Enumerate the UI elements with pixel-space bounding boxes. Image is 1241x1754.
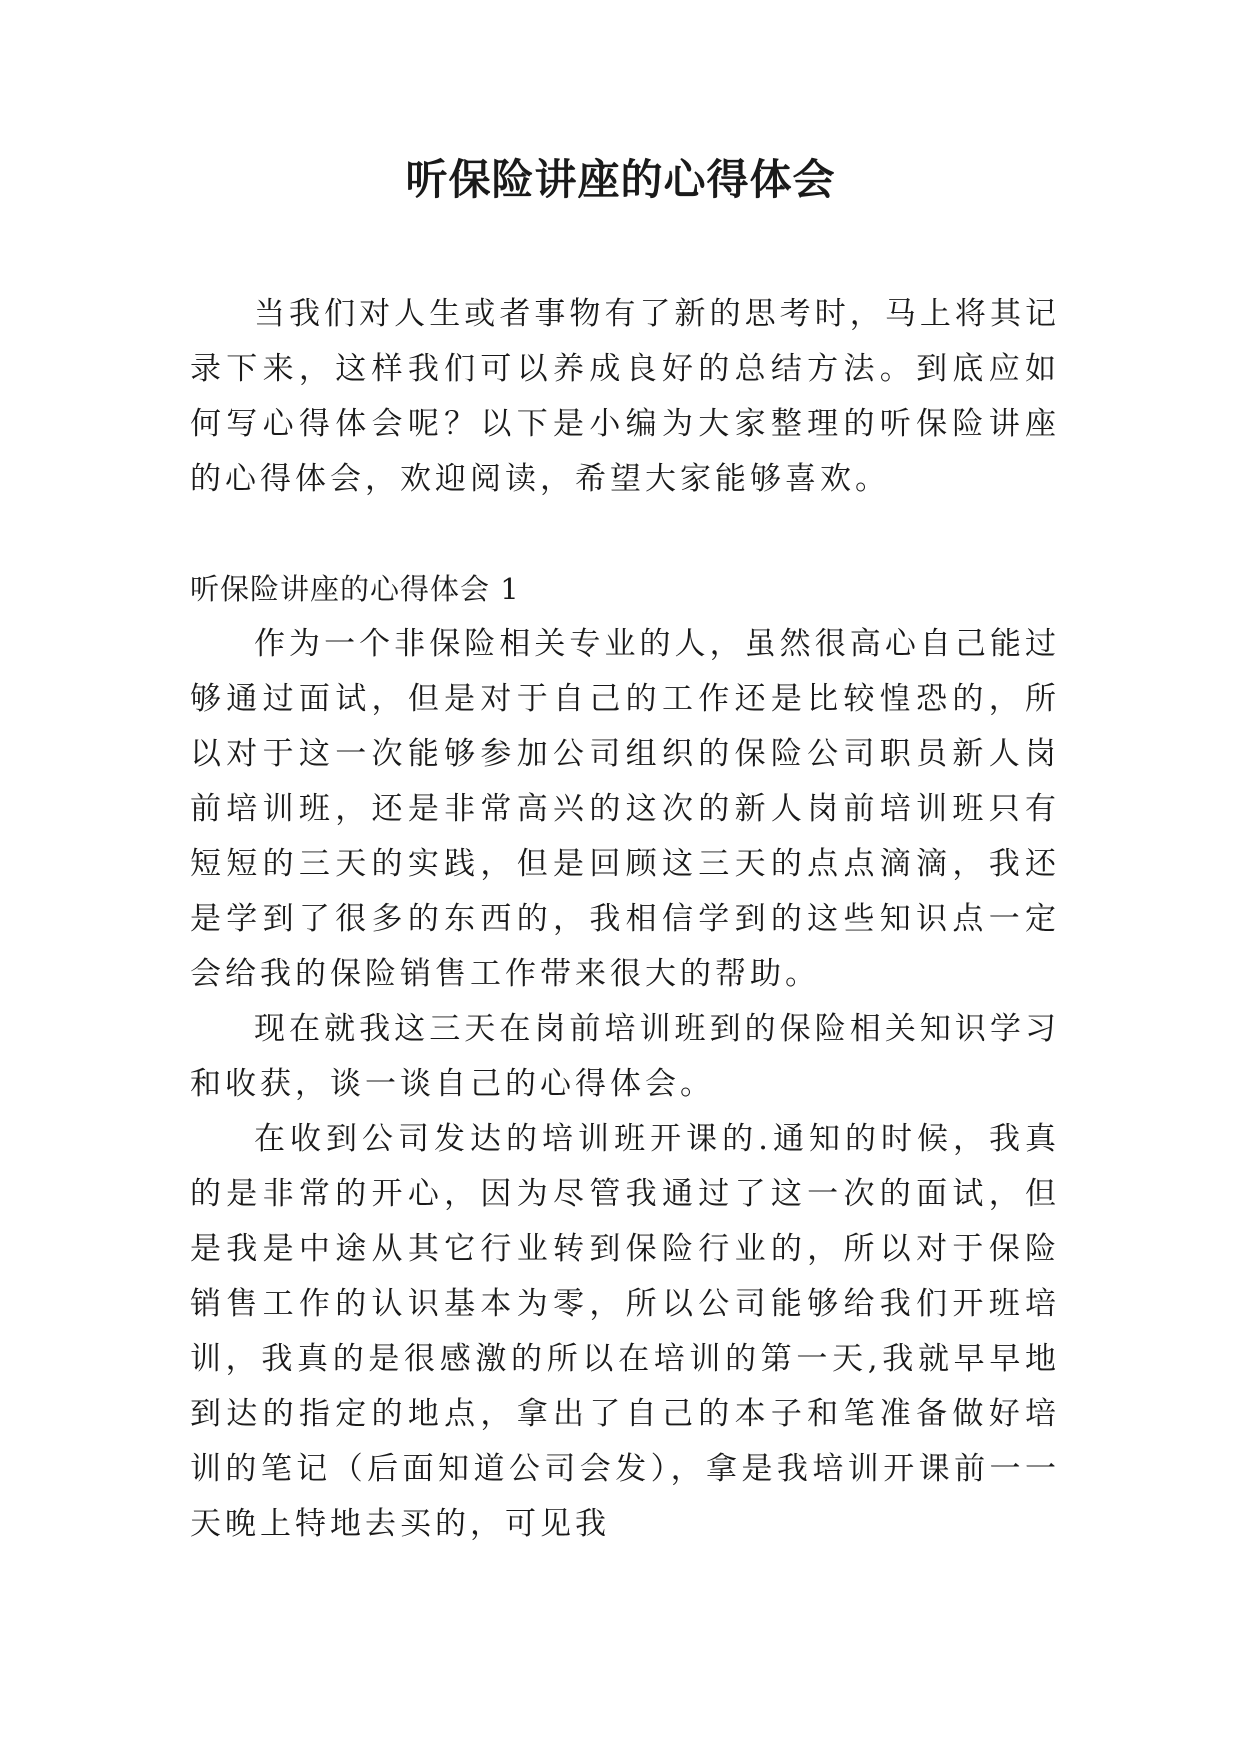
body-paragraph-3: 在收到公司发达的培训班开课的.通知的时候，我真的是非常的开心，因为尽管我通过了这一次的面试，但是我是中途从其它行业转到保险行业的，所以对于保险销售工作的认识基本为零，所以公司能够给我们开班培训，我真的是很感激的所以在培训的第一天,我就早早地到达的指定的地点，拿出了自己的本子和笔准备做好培训的笔记（后面知道公司会发），拿是我培训开课前一一天晚上特地去买的，可见我 <box>190 1121 1060 1542</box>
intro-paragraph: 当我们对人生或者事物有了新的思考时，马上将其记录下来，这样我们可以养成良好的总结方法。到底应如何写心得体会呢？以下是小编为大家整理的听保险讲座的心得体会，欢迎阅读，希望大家能够喜欢。 <box>190 296 1060 497</box>
body-paragraph-2: 现在就我这三天在岗前培训班到的保险相关知识学习和收获，谈一谈自己的心得体会。 <box>190 1011 1060 1102</box>
section-heading: 听保险讲座的心得体会 1 <box>190 572 520 606</box>
document-title: 听保险讲座的心得体会 <box>405 155 836 204</box>
document-body <box>190 287 1060 1552</box>
body-paragraph-1: 作为一个非保险相关专业的人，虽然很高心自己能过够通过面试，但是对于自己的工作还是比较惶恐的，所以对于这一次能够参加公司组织的保险公司职员新人岗前培训班，还是非常高兴的这次的新人岗前培训班只有短短的三天的实践，但是回顾这三天的点点滴滴，我还是学到了很多的东西的，我相信学到的这些知识点一定会给我的保险销售工作带来很大的帮助。 <box>190 626 1060 992</box>
paragraph-spacer <box>190 507 1060 562</box>
